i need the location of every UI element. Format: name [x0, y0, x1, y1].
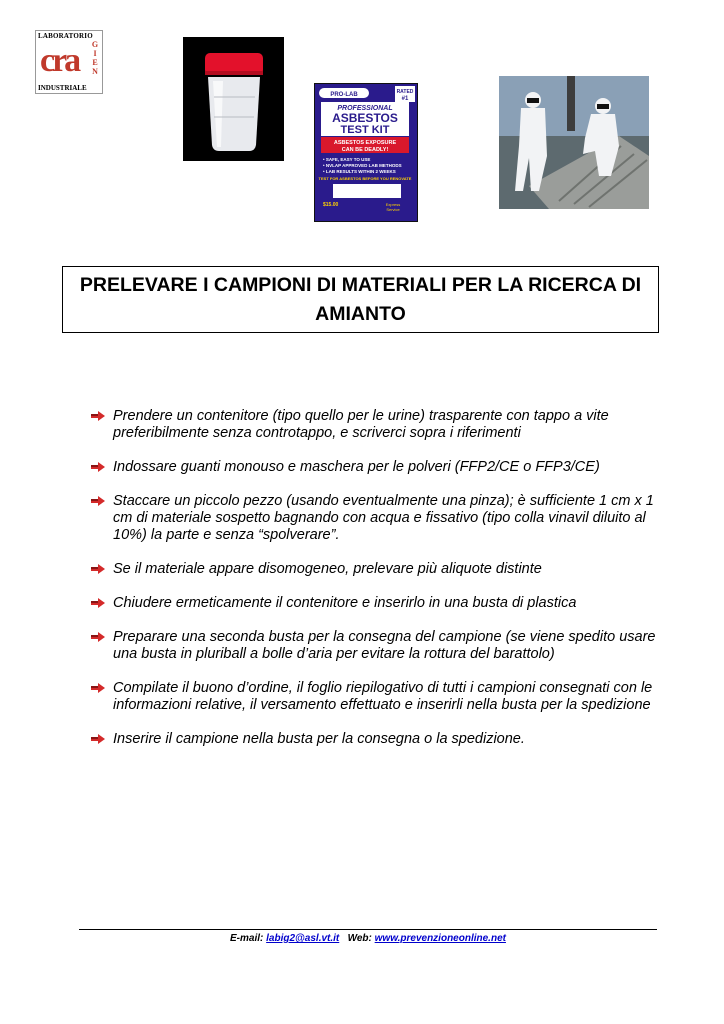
list-item	[90, 629, 670, 663]
asbestos-test-kit-photo	[314, 83, 418, 222]
svg-text:ASBESTOS EXPOSURE: ASBESTOS EXPOSURE	[333, 140, 397, 146]
arrow-bullet-icon	[90, 461, 106, 473]
list-item	[90, 680, 670, 714]
asbestos-removal-workers-photo	[499, 76, 649, 209]
logo-side-text: G I E N	[91, 40, 99, 76]
list-item-text: Staccare un piccolo pezzo (usando eventualmente una pinza); è sufficiente 1 cm x 1 cm di materiale sospetto bagnando con acqua e fissativo (tipo colla vinavil diluito al 10%) la parte e senza “spolverare”.	[113, 493, 654, 543]
kit-line3: TEST KIT	[340, 124, 390, 136]
lab-logo	[35, 30, 103, 94]
title-box	[62, 266, 659, 333]
kit-line1: PROFESSIONAL	[337, 105, 393, 112]
svg-text:• LAB RESULTS WITHIN 2 WEEKS: • LAB RESULTS WITHIN 2 WEEKS	[323, 169, 396, 174]
kit-brand: PRO-LAB	[330, 92, 358, 98]
arrow-bullet-icon	[90, 410, 106, 422]
arrow-bullet-icon	[90, 733, 106, 745]
list-item-text: Chiudere ermeticamente il contenitore e inserirlo in una busta di plastica	[113, 595, 577, 611]
logo-letters: cra	[40, 42, 79, 79]
list-item	[90, 595, 670, 612]
list-item	[90, 561, 670, 578]
list-item-text: Indossare guanti monouso e maschera per le polveri (FFP2/CE o FFP3/CE)	[113, 459, 600, 475]
svg-text:$15.00: $15.00	[323, 202, 339, 208]
footer-divider	[79, 929, 657, 930]
arrow-bullet-icon	[90, 631, 106, 643]
footer-web-link[interactable]: www.prevenzioneonline.net	[374, 933, 506, 944]
kit-line2: ASBESTOS	[332, 111, 398, 125]
list-item-text: Prendere un contenitore (tipo quello per le urine) trasparente con tappo a vite preferibilmente senza controtappo, e scriverci sopra i riferimenti	[113, 408, 609, 441]
sample-container-photo	[183, 37, 284, 161]
instruction-list	[90, 408, 670, 765]
svg-text:TEST FOR ASBESTOS BEFORE YOU R: TEST FOR ASBESTOS BEFORE YOU RENOVATE	[318, 176, 412, 181]
footer	[79, 933, 657, 944]
page-title: PRELEVARE I CAMPIONI DI MATERIALI PER LA RICERCA DI AMIANTO	[79, 273, 642, 325]
list-item	[90, 408, 670, 442]
svg-text:CAN BE DEADLY!: CAN BE DEADLY!	[341, 147, 389, 153]
svg-text:• NVLAP APPROVED LAB METHODS: • NVLAP APPROVED LAB METHODS	[323, 163, 402, 168]
svg-text:RATED: RATED	[396, 89, 414, 95]
arrow-bullet-icon	[90, 563, 106, 575]
svg-text:Express: Express	[385, 202, 401, 207]
list-item-text: Compilate il buono d’ordine, il foglio riepilogativo di tutti i campioni consegnati con le informazioni relative, il versamento effettuato e inserirli nella busta per la spedizione	[113, 680, 653, 713]
svg-text:#1: #1	[401, 96, 409, 102]
arrow-bullet-icon	[90, 682, 106, 694]
footer-email-label: E-mail:	[230, 933, 264, 944]
list-item-text: Inserire il campione nella busta per la consegna o la spedizione.	[113, 731, 525, 747]
arrow-bullet-icon	[90, 597, 106, 609]
list-item-text: Preparare una seconda busta per la consegna del campione (se viene spedito usare una busta in pluriball a bolle d’aria per evitare la rottura del barattolo)	[113, 629, 656, 662]
logo-bottom-text: INDUSTRIALE	[38, 84, 87, 92]
logo-top-text: LABORATORIO	[38, 32, 93, 40]
arrow-bullet-icon	[90, 495, 106, 507]
list-item	[90, 459, 670, 476]
list-item	[90, 731, 670, 748]
list-item	[90, 493, 670, 544]
list-item-text: Se il materiale appare disomogeneo, prelevare più aliquote distinte	[113, 561, 542, 577]
svg-text:• SAFE, EASY TO USE: • SAFE, EASY TO USE	[323, 157, 371, 162]
footer-email-link[interactable]: labig2@asl.vt.it	[266, 933, 340, 944]
svg-text:Service: Service	[386, 207, 400, 212]
footer-web-label: Web:	[347, 933, 372, 944]
